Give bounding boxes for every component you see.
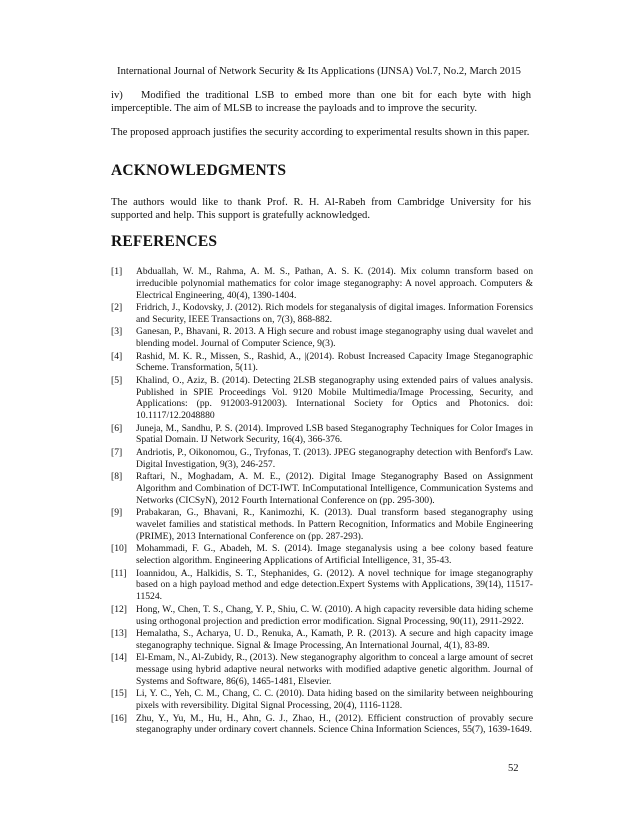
reference-number: [14] — [111, 652, 127, 664]
reference-number: [12] — [111, 603, 127, 615]
reference-text: Prabakaran, G., Bhavani, R., Kanimozhi, K. (2013). Dual transform based steganography using wavelet families and statistical methods. In Pattern Recognition, Informatics and Mobile Engineering (PRIME), 2013 International Conference on (pp. 287-293). — [136, 507, 533, 542]
reference-text: Raftari, N., Moghadam, A. M. E., (2012). Digital Image Steganography Based on Assignment Algorithm and Combination of DCT-IWT. InComputational Intelligence, Communication Systems and Networks (CICSyN), 2012 Fourth International Conference on (pp. 295-300). — [136, 471, 533, 506]
acknowledgments-heading: ACKNOWLEDGMENTS — [111, 162, 287, 179]
reference-number: [6] — [111, 422, 123, 434]
reference-item — [111, 568, 533, 603]
reference-number: [8] — [111, 471, 123, 483]
reference-text: Khalind, O., Aziz, B. (2014). Detecting 2LSB steganography using extended pairs of values analysis. Published in SPIE Proceedings Vol. 9120 Mobile Multimedia/Image Processing, Security, and Applications: (pp. 912003-912003). International Society for Optics and Photonics. doi: 10.1117/12.2048880 — [136, 374, 533, 422]
paragraph-iv-text: Modified the traditional LSB to embed more than one bit for each byte with high imperceptible. The aim of MLSB to increase the payloads and to improve the security. — [111, 90, 531, 115]
reference-text: Li, Y. C., Yeh, C. M., Chang, C. C. (2010). Data hiding based on the similarity between neighbouring pixels with reversibility. Digital Signal Processing, 20(4), 1116-1128. — [136, 688, 533, 712]
reference-text: Rashid, M. K. R., Missen, S., Rashid, A., |(2014). Robust Increased Capacity Image Steganographic Scheme. Transformation, 5(11). — [136, 350, 533, 374]
reference-number: [16] — [111, 712, 127, 724]
reference-text: Ganesan, P., Bhavani, R. 2013. A High secure and robust image steganography using dual wavelet and blending model. Journal of Computer Science, 9(3). — [136, 326, 533, 350]
reference-item — [111, 351, 533, 375]
reference-item — [111, 447, 533, 471]
reference-text: Hong, W., Chen, T. S., Chang, Y. P., Shiu, C. W. (2010). A high capacity reversible data hiding scheme using orthogonal projection and prediction error modification. Signal Processing, 90(11), 2911-2922. — [136, 603, 533, 627]
reference-item — [111, 507, 533, 542]
reference-item — [111, 423, 533, 447]
reference-item — [111, 604, 533, 628]
reference-item — [111, 543, 533, 567]
references-heading: REFERENCES — [111, 233, 218, 250]
reference-text: Andriotis, P., Oikonomou, G., Tryfonas, T. (2013). JPEG steganography detection with Benford's Law. Digital Investigation, 9(3), 246-257. — [136, 447, 533, 470]
reference-number: [9] — [111, 507, 123, 519]
reference-text: Zhu, Y., Yu, M., Hu, H., Ahn, G. J., Zhao, H., (2012). Efficient construction of provably secure steganography under ordinary covert channels. Science China Information Sciences, 55(7), 1639-1649. — [136, 712, 533, 736]
reference-item — [111, 266, 533, 301]
reference-item — [111, 471, 533, 506]
reference-number: [10] — [111, 543, 127, 555]
paragraph-iv — [111, 89, 531, 116]
reference-text: El-Emam, N., Al-Zubidy, R., (2013). New steganography algorithm to conceal a large amount of secret message using hybrid adaptive neural networks with modified adaptive genetic algorithm. Journal of Systems and Software, 86(6), 1465-1481, Elsevier. — [136, 652, 533, 687]
reference-text: Mohammadi, F. G., Abadeh, M. S. (2014). Image steganalysis using a bee colony based feature selection algorithm. Engineering Applications of Artificial Intelligence, 31, 35-43. — [136, 543, 533, 567]
reference-list — [111, 266, 533, 737]
reference-item — [111, 713, 533, 737]
reference-number: [3] — [111, 326, 123, 338]
reference-text: Fridrich, J., Kodovsky, J. (2012). Rich models for steganalysis of digital images. Information Forensics and Security, IEEE Transactions on, 7(3), 868-882. — [136, 302, 533, 325]
reference-text: Ioannidou, A., Halkidis, S. T., Stephanides, G. (2012). A novel technique for image steganography based on a high payload method and edge detection.Expert Systems with Applications, 39(14), 11517-11524. — [136, 567, 533, 603]
reference-number: [15] — [111, 688, 127, 700]
reference-number: [7] — [111, 447, 123, 459]
reference-number: [11] — [111, 567, 127, 579]
reference-number: [1] — [111, 266, 123, 277]
reference-item — [111, 652, 533, 687]
page-number: 52 — [508, 763, 519, 774]
reference-text: Abduallah, W. M., Rahma, A. M. S., Pathan, A. S. K. (2014). Mix column transform based on irreducible polynomial mathematics for color image steganography: A novel approach. Computers & Electrical Engineering, 40(4), 1390-1404. — [136, 266, 533, 301]
paragraph-iv-label: iv) — [111, 90, 123, 101]
reference-number: [5] — [111, 374, 123, 386]
reference-item — [111, 688, 533, 712]
reference-text: Hemalatha, S., Acharya, U. D., Renuka, A., Kamath, P. R. (2013). A secure and high capacity image steganography technique. Signal & Image Processing, An International Journal, 4(1), 83-89. — [136, 628, 533, 651]
acknowledgments-text: The authors would like to thank Prof. R. H. Al-Rabeh from Cambridge University for his supported and help. This support is gratefully acknowledged. — [111, 197, 531, 222]
reference-item — [111, 375, 533, 422]
reference-number: [2] — [111, 302, 123, 314]
reference-number: [4] — [111, 350, 123, 362]
reference-item — [111, 326, 533, 350]
reference-item — [111, 302, 533, 326]
reference-text: Juneja, M., Sandhu, P. S. (2014). Improved LSB based Steganography Techniques for Color Images in Spatial Domain. IJ Network Security, 16(4), 366-376. — [136, 422, 533, 446]
reference-number: [13] — [111, 628, 127, 640]
paragraph-approach: The proposed approach justifies the security according to experimental results shown in this paper. — [111, 127, 530, 138]
reference-item — [111, 628, 533, 652]
running-head: International Journal of Network Security & Its Applications (IJNSA) Vol.7, No.2, March 2015 — [117, 66, 521, 77]
